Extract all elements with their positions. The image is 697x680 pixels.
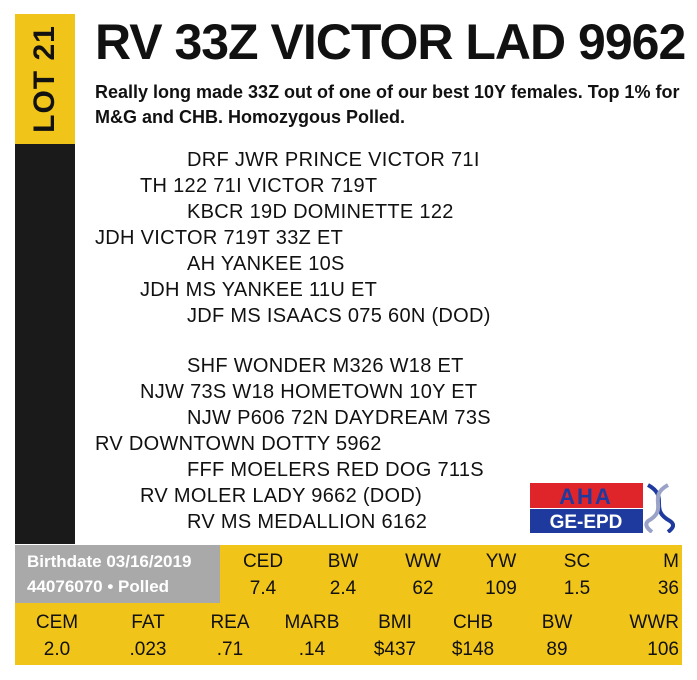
pedigree-dam-dam-sire: FFF MOELERS RED DOG 711S [187,459,484,481]
pedigree-dam: RV DOWNTOWN DOTTY 5962 [95,433,382,455]
animal-name: RV 33Z VICTOR LAD 9962 [95,14,686,70]
pedigree-dam-dam-dam: RV MS MEDALLION 6162 [187,511,428,533]
epd-rea-label: REA [210,612,250,633]
epd-cem-value: 2.0 [43,639,71,660]
birthdate-line: Birthdate 03/16/2019 [27,552,192,571]
epd-m-label: M [663,551,679,572]
pedigree-sire-sire: TH 122 71I VICTOR 719T [140,175,378,197]
dna-helix-icon [646,485,673,532]
aha-ge-epd-logo [530,483,675,533]
epd-ww-label: WW [405,551,441,572]
epd-marb-value: .14 [298,639,326,660]
logo-aha-text: AHA [559,484,613,509]
epd-sc-label: SC [563,551,591,572]
pedigree-dam-sire-sire: SHF WONDER M326 W18 ET [187,355,464,377]
epd-stats-panel [15,545,682,665]
epd-bw-value: 2.4 [329,578,357,599]
epd-ced-value: 7.4 [249,578,277,599]
pedigree-sire-dam: JDH MS YANKEE 11U ET [140,279,378,301]
epd-wwr-label: WWR [629,612,679,633]
epd-chb-value: $148 [451,639,495,660]
epd-yw-label: YW [485,551,517,572]
epd-rea-value: .71 [216,639,244,660]
pedigree-sire-dam-sire: AH YANKEE 10S [187,253,345,275]
epd-yw-value: 109 [485,578,517,599]
pedigree-sire-sire-sire: DRF JWR PRINCE VICTOR 71I [187,149,480,171]
epd-bw-ratio-value: 89 [546,639,568,660]
epd-ced-label: CED [242,551,284,572]
epd-bw-label: BW [327,551,359,572]
pedigree-sire-sire-dam: KBCR 19D DOMINETTE 122 [187,201,454,223]
epd-m-value: 36 [657,578,679,599]
epd-chb-label: CHB [452,612,494,633]
epd-ww-value: 62 [412,578,434,599]
epd-cem-label: CEM [35,612,79,633]
logo-ge-epd-text: GE-EPD [549,512,623,533]
epd-bmi-label: BMI [378,612,412,633]
pedigree-sire: JDH VICTOR 719T 33Z ET [95,227,344,249]
animal-description: Really long made 33Z out of one of our best 10Y females. Top 1% for M&G and CHB. Homozygous Polled. [95,82,680,127]
lot-tab [15,14,75,144]
pedigree-sire-dam-dam: JDF MS ISAACS 075 60N (DOD) [187,305,491,327]
pedigree-dam-sire: NJW 73S W18 HOMETOWN 10Y ET [140,381,478,403]
birth-info-box [15,545,220,603]
registration-line: 44076070 • Polled [27,577,170,596]
epd-sc-value: 1.5 [563,578,591,599]
epd-bmi-value: $437 [373,639,417,660]
epd-fat-label: FAT [131,612,165,633]
pedigree-dam-sire-dam: NJW P606 72N DAYDREAM 73S [187,407,491,429]
pedigree-dam-dam: RV MOLER LADY 9662 (DOD) [140,485,423,507]
lot-side-bar [15,144,75,544]
epd-fat-value: .023 [129,639,167,660]
epd-marb-label: MARB [284,612,340,633]
lot-number: LOT 21 [28,25,61,133]
epd-wwr-value: 106 [647,639,679,660]
epd-bw-ratio-label: BW [541,612,573,633]
